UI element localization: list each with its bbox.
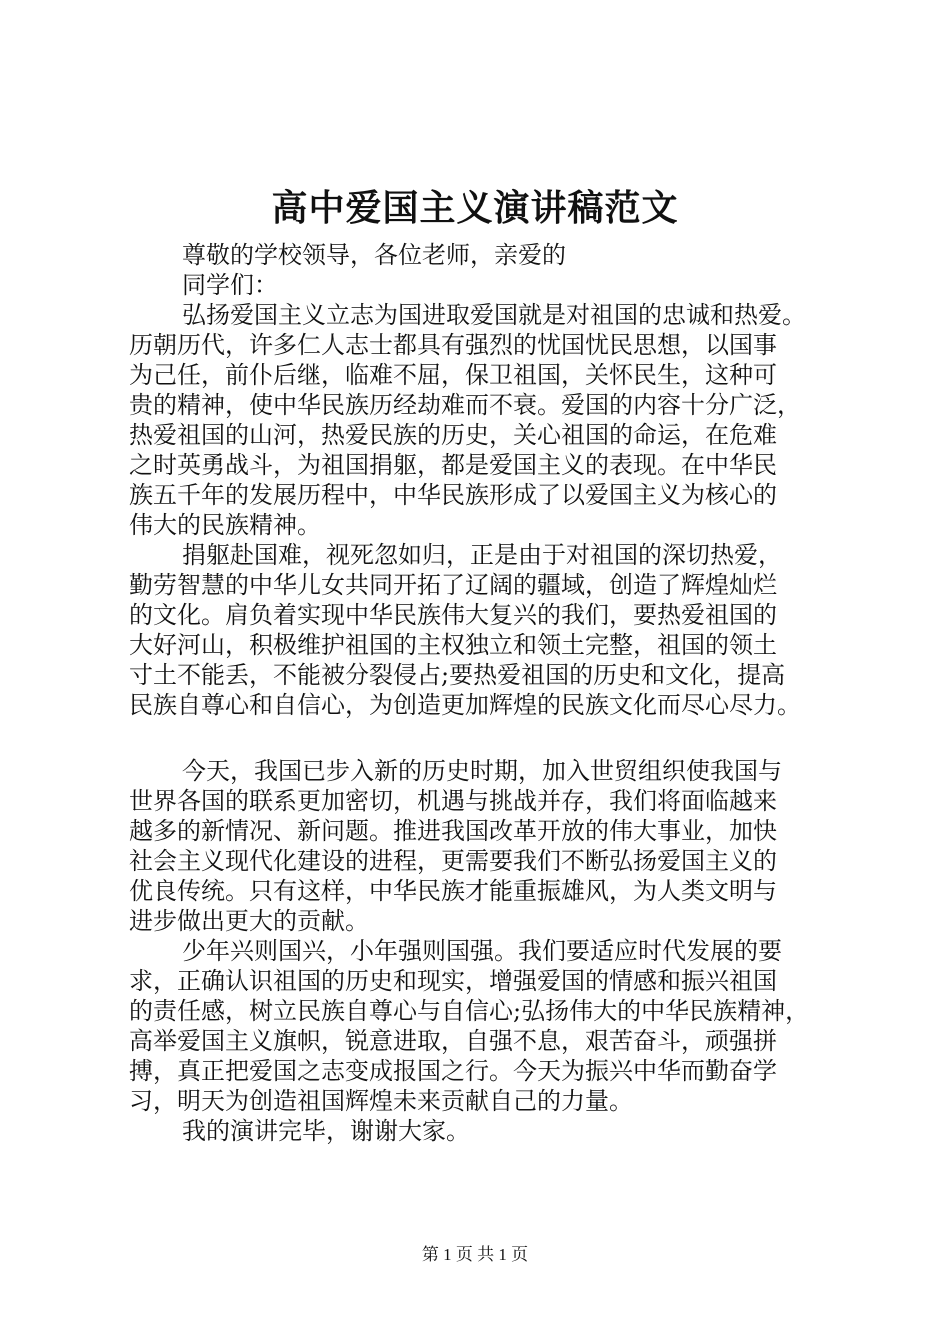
text-line: 少年兴则国兴，小年强则国强。我们要适应时代发展的要: [182, 937, 782, 965]
text-line: 社会主义现代化建设的进程，更需要我们不断弘扬爱国主义的: [129, 847, 777, 875]
text-line: 优良传统。只有这样，中华民族才能重振雄风，为人类文明与: [129, 877, 777, 905]
text-line: 弘扬爱国主义立志为国进取爱国就是对祖国的忠诚和热爱。: [182, 301, 806, 329]
text-line: 寸土不能丢，不能被分裂侵占;要热爱祖国的历史和文化，提高: [129, 661, 786, 689]
text-line: 搏，真正把爱国之志变成报国之行。今天为振兴中华而勤奋学: [129, 1057, 777, 1085]
text-line: 热爱祖国的山河，热爱民族的历史，关心祖国的命运，在危难: [129, 421, 777, 449]
text-line: 勤劳智慧的中华儿女共同开拓了辽阔的疆域，创造了辉煌灿烂: [129, 571, 777, 599]
text-line: 我的演讲完毕，谢谢大家。: [182, 1117, 470, 1145]
text-line: 的文化。肩负着实现中华民族伟大复兴的我们，要热爱祖国的: [129, 601, 777, 629]
text-line: 求，正确认识祖国的历史和现实，增强爱国的情感和振兴祖国: [129, 967, 777, 995]
text-line: 的责任感，树立民族自尊心与自信心;弘扬伟大的中华民族精神，: [129, 997, 810, 1025]
text-line: 之时英勇战斗，为祖国捐躯，都是爱国主义的表现。在中华民: [129, 451, 777, 479]
document-body: [129, 240, 854, 1146]
text-line: 今天，我国已步入新的历史时期，加入世贸组织使我国与: [182, 757, 782, 785]
text-line: 同学们：: [182, 271, 278, 299]
text-line: 习，明天为创造祖国辉煌未来贡献自己的力量。: [129, 1087, 633, 1115]
blank-line: [129, 720, 854, 756]
text-line: 民族自尊心和自信心，为创造更加辉煌的民族文化而尽心尽力。: [129, 691, 801, 719]
page-footer: 第 1 页 共 1 页: [421, 1245, 529, 1264]
text-line: 捐躯赴国难，视死忽如归，正是由于对祖国的深切热爱，: [182, 541, 782, 569]
text-line: 伟大的民族精神。: [129, 511, 321, 539]
document-title: 高中爱国主义演讲稿范文: [271, 187, 679, 229]
text-line: 尊敬的学校领导，各位老师，亲爱的: [182, 241, 566, 269]
text-line: 世界各国的联系更加密切，机遇与挑战并存，我们将面临越来: [129, 787, 777, 815]
text-line: 进步做出更大的贡献。: [129, 907, 369, 935]
text-line: 为己任，前仆后继，临难不屈，保卫祖国，关怀民生，这种可: [129, 361, 777, 389]
text-line: 高举爱国主义旗帜，锐意进取，自强不息，艰苦奋斗，顽强拼: [129, 1027, 777, 1055]
text-line: 越多的新情况、新问题。推进我国改革开放的伟大事业，加快: [129, 817, 777, 845]
text-line: 贵的精神，使中华民族历经劫难而不衰。爱国的内容十分广泛，: [129, 391, 801, 419]
text-line: 族五千年的发展历程中，中华民族形成了以爱国主义为核心的: [129, 481, 777, 509]
text-line: 历朝历代，许多仁人志士都具有强烈的忧国忧民思想，以国事: [129, 331, 777, 359]
text-line: 大好河山，积极维护祖国的主权独立和领土完整，祖国的领土: [129, 631, 777, 659]
